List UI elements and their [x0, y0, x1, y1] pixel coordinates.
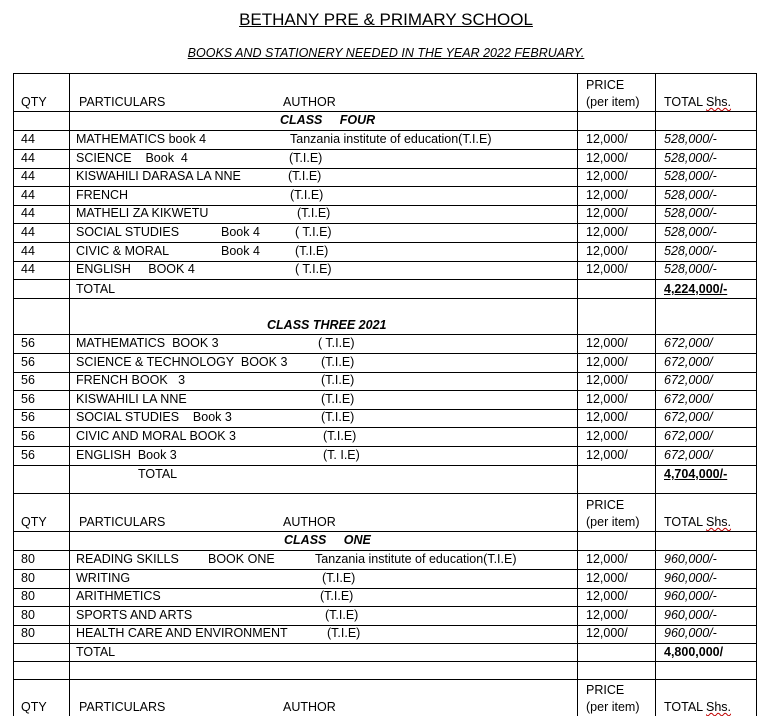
document-title: BETHANY PRE & PRIMARY SCHOOL — [239, 10, 533, 29]
row-qty: 44 — [21, 225, 35, 239]
table-rule — [13, 279, 757, 280]
total-value: 4,704,000/- — [664, 467, 728, 481]
row-total: 672,000/ — [664, 391, 713, 406]
row-price: 12,000/ — [586, 626, 628, 641]
row-author: (T.I.E) — [322, 570, 356, 585]
row-particulars: WRITING — [76, 570, 131, 585]
row-total: 528,000/- — [664, 150, 717, 165]
row-total: 528,000/- — [664, 262, 717, 277]
row-total: 528,000/- — [664, 132, 717, 146]
table-rule — [13, 130, 757, 131]
row-price: 12,000/ — [586, 429, 628, 443]
header-price-per-item: (per item) — [586, 515, 640, 529]
row-price: 12,000/ — [586, 447, 628, 462]
row-total: 672,000/ — [664, 410, 713, 425]
row-qty: 56 — [21, 373, 35, 388]
row-author: ( T.I.E) — [295, 262, 332, 277]
table-rule — [13, 493, 757, 494]
table-rule — [13, 661, 757, 662]
row-total: 960,000/- — [664, 607, 717, 622]
row-particulars: SCIENCE Book 4 — [76, 150, 188, 165]
row-qty: 80 — [21, 570, 35, 585]
header-particulars: PARTICULARS — [79, 700, 166, 714]
row-author: (T.I.E) — [290, 187, 324, 202]
header-qty: QTY — [21, 95, 47, 109]
row-total: 528,000/- — [664, 243, 717, 258]
row-price: 12,000/ — [586, 243, 628, 258]
row-author: (T.I.E) — [323, 429, 357, 443]
row-particulars: ARITHMETICS — [76, 589, 161, 604]
row-qty: 80 — [21, 607, 35, 622]
table-rule — [13, 298, 757, 299]
row-total: 528,000/- — [664, 225, 717, 239]
row-qty: 44 — [21, 206, 35, 221]
row-total: 672,000/ — [664, 336, 713, 350]
row-qty: 44 — [21, 243, 35, 258]
row-total: 672,000/ — [664, 373, 713, 388]
row-total: 960,000/- — [664, 589, 717, 604]
row-particulars: KISWAHILI LA NNE — [76, 391, 187, 406]
row-qty: 56 — [21, 429, 35, 443]
section-heading-class-four: CLASS FOUR — [280, 113, 376, 127]
row-particulars: SPORTS AND ARTS — [76, 607, 193, 622]
row-particulars: SOCIAL STUDIES — [76, 225, 180, 239]
total-value: 4,224,000/- — [664, 282, 728, 296]
row-total: 672,000/ — [664, 429, 713, 443]
row-particulars: CIVIC & MORAL — [76, 243, 170, 258]
row-author: (T.I.E) — [297, 206, 331, 221]
row-qty: 80 — [21, 552, 35, 566]
table-rule — [13, 531, 757, 532]
row-particulars: KISWAHILI DARASA LA NNE — [76, 169, 241, 184]
row-particulars: ENGLISH Book 3 — [76, 447, 177, 462]
row-qty: 44 — [21, 262, 35, 277]
row-total: 960,000/- — [664, 570, 717, 585]
row-price: 12,000/ — [586, 169, 628, 184]
row-price: 12,000/ — [586, 150, 628, 165]
header-particulars: PARTICULARS — [79, 515, 166, 529]
row-price: 12,000/ — [586, 354, 628, 369]
header-price-per-item: (per item) — [586, 700, 640, 714]
row-price: 12,000/ — [586, 373, 628, 388]
row-price: 12,000/ — [586, 607, 628, 622]
section-heading-class-three: CLASS THREE 2021 — [267, 318, 387, 332]
row-particulars: HEALTH CARE AND ENVIRONMENT — [76, 626, 288, 641]
row-particulars: MATHELI ZA KIKWETU — [76, 206, 209, 221]
row-qty: 56 — [21, 410, 35, 425]
row-qty: 80 — [21, 589, 35, 604]
row-particulars: FRENCH — [76, 187, 129, 202]
total-label: TOTAL — [138, 467, 178, 481]
row-qty: 56 — [21, 336, 35, 350]
header-price-per-item: (per item) — [586, 95, 640, 109]
header-author: AUTHOR — [283, 515, 336, 529]
row-price: 12,000/ — [586, 262, 628, 277]
table-column-rule — [655, 73, 656, 716]
table-column-rule — [756, 73, 757, 716]
row-qty: 56 — [21, 447, 35, 462]
row-price: 12,000/ — [586, 225, 628, 239]
header-total: TOTAL — [664, 700, 704, 714]
row-author: (T.I.E) — [325, 607, 359, 622]
table-rule — [13, 465, 757, 466]
table-rule — [13, 643, 757, 644]
row-qty: 56 — [21, 391, 35, 406]
row-total: 672,000/ — [664, 354, 713, 369]
row-author: (T.I.E) — [295, 243, 329, 258]
header-price: PRICE — [586, 78, 625, 92]
row-author: ( T.I.E) — [295, 225, 332, 239]
total-label: TOTAL — [76, 645, 116, 659]
header-price: PRICE — [586, 683, 625, 697]
row-total: 528,000/- — [664, 187, 717, 202]
row-particulars: READING SKILLS — [76, 552, 179, 566]
row-particulars: FRENCH BOOK 3 — [76, 373, 186, 388]
row-price: 12,000/ — [586, 336, 628, 350]
row-qty: 80 — [21, 626, 35, 641]
header-total-currency: Shs. — [706, 95, 732, 109]
table-rule — [13, 223, 757, 224]
row-price: 12,000/ — [586, 589, 628, 604]
table-rule — [13, 334, 757, 335]
header-author: AUTHOR — [283, 700, 336, 714]
row-price: 12,000/ — [586, 570, 628, 585]
row-total: 528,000/- — [664, 169, 717, 184]
row-qty: 44 — [21, 187, 35, 202]
row-author: ( T.I.E) — [318, 336, 355, 350]
row-total: 528,000/- — [664, 206, 717, 221]
row-price: 12,000/ — [586, 132, 628, 146]
header-particulars: PARTICULARS — [79, 95, 166, 109]
row-author: (T.I.E) — [320, 589, 354, 604]
table-rule — [13, 73, 757, 74]
row-particulars-book: Book 4 — [221, 243, 260, 258]
row-price: 12,000/ — [586, 552, 628, 566]
row-particulars: MATHEMATICS BOOK 3 — [76, 336, 219, 350]
header-qty: QTY — [21, 515, 47, 529]
table-rule — [13, 550, 757, 551]
row-particulars: CIVIC AND MORAL BOOK 3 — [76, 429, 236, 443]
row-author: (T.I.E) — [321, 391, 355, 406]
row-author: (T. I.E) — [323, 447, 360, 462]
table-column-rule — [69, 73, 70, 716]
header-total-currency: Shs. — [706, 700, 732, 714]
table-column-rule — [577, 73, 578, 716]
row-particulars-book: Book 4 — [221, 225, 260, 239]
header-price: PRICE — [586, 498, 625, 512]
row-author: (T.I.E) — [321, 410, 355, 425]
total-value: 4,800,000/ — [664, 645, 724, 659]
row-qty: 44 — [21, 132, 35, 146]
row-qty: 56 — [21, 354, 35, 369]
header-qty: QTY — [21, 700, 47, 714]
row-total: 672,000/ — [664, 447, 713, 462]
row-price: 12,000/ — [586, 391, 628, 406]
row-total: 960,000/- — [664, 626, 717, 641]
header-author: AUTHOR — [283, 95, 336, 109]
row-author: (T.I.E) — [321, 373, 355, 388]
header-total: TOTAL — [664, 515, 704, 529]
section-heading-class-one: CLASS ONE — [284, 533, 371, 547]
table-rule — [13, 427, 757, 428]
total-label: TOTAL — [76, 282, 116, 296]
row-price: 12,000/ — [586, 187, 628, 202]
row-author: Tanzania institute of education(T.I.E) — [315, 552, 517, 566]
row-author: (T.I.E) — [321, 354, 355, 369]
row-particulars: ENGLISH BOOK 4 — [76, 262, 195, 277]
document-subtitle: BOOKS AND STATIONERY NEEDED IN THE YEAR 2022 FEBRUARY. — [187, 46, 585, 60]
row-qty: 44 — [21, 169, 35, 184]
row-price: 12,000/ — [586, 206, 628, 221]
table-rule — [13, 679, 757, 680]
row-particulars-book: BOOK ONE — [208, 552, 275, 566]
header-total-currency: Shs. — [706, 515, 732, 529]
row-price: 12,000/ — [586, 410, 628, 425]
row-particulars: SCIENCE & TECHNOLOGY BOOK 3 — [76, 354, 288, 369]
row-qty: 44 — [21, 150, 35, 165]
row-particulars: SOCIAL STUDIES Book 3 — [76, 410, 232, 425]
header-total: TOTAL — [664, 95, 704, 109]
row-author: (T.I.E) — [288, 169, 322, 184]
row-author: (T.I.E) — [327, 626, 361, 641]
row-author: Tanzania institute of education(T.I.E) — [290, 132, 492, 146]
table-rule — [13, 111, 757, 112]
row-author: (T.I.E) — [289, 150, 323, 165]
table-column-rule — [13, 73, 14, 716]
row-particulars: MATHEMATICS book 4 — [76, 132, 207, 146]
row-total: 960,000/- — [664, 552, 717, 566]
